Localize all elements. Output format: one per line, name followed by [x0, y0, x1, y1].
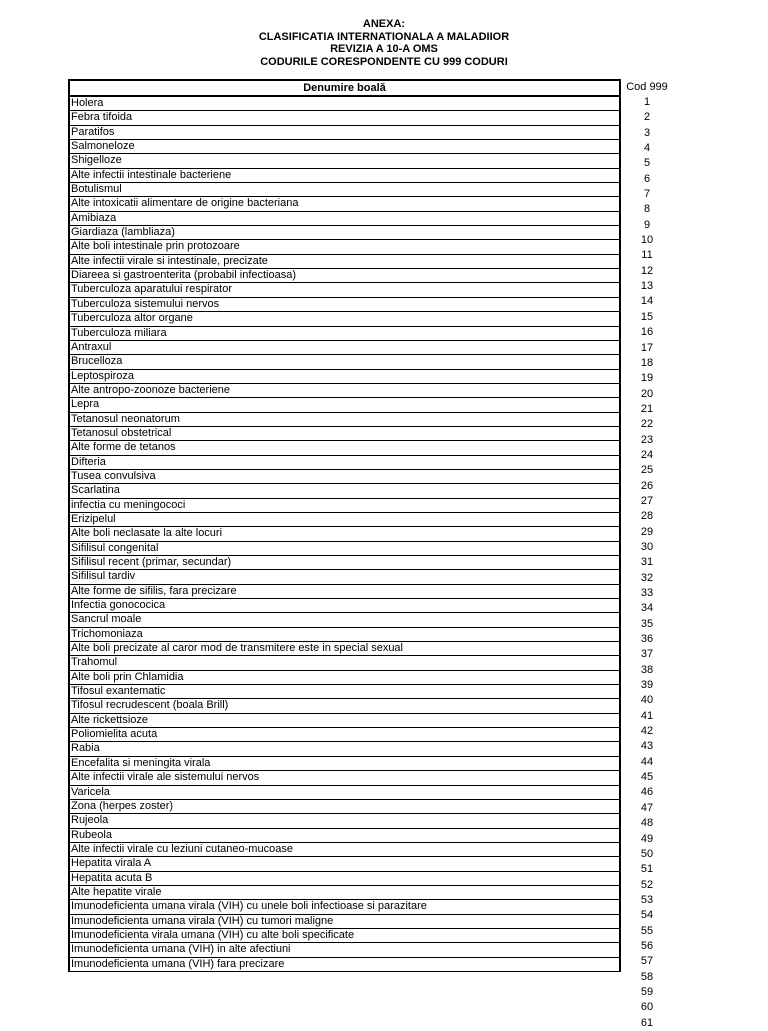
- table-row-code: 10: [640, 234, 654, 247]
- table-row-name: Alte boli precizate al caror mod de transmitere este in special sexual: [70, 642, 619, 656]
- table-row-code: 3: [643, 126, 651, 139]
- table-row-name: Encefalita si meningita virala: [70, 757, 619, 771]
- table-row-code: 17: [640, 341, 654, 354]
- table-row-code: 32: [640, 571, 654, 584]
- table-row-code: 34: [640, 602, 654, 615]
- table-row-name: Alte intoxicatii alimentare de origine bacteriana: [70, 197, 619, 211]
- table-row-name: Tuberculoza sistemului nervos: [70, 298, 619, 312]
- table-row-code: 18: [640, 356, 654, 369]
- table-row-code: 54: [640, 909, 654, 922]
- table-row-code: 27: [640, 494, 654, 507]
- table-row-code: 15: [640, 310, 654, 323]
- table-row-name: Giardiaza (lambliaza): [70, 226, 619, 240]
- table-row-name: Diareea si gastroenterita (probabil infectioasa): [70, 269, 619, 283]
- table-row-name: Alte hepatite virale: [70, 886, 619, 900]
- header-line-3: REVIZIA A 10-A OMS: [330, 43, 438, 56]
- table-row-name: Imunodeficienta umana (VIH) fara precizare: [70, 958, 619, 972]
- table-row-code: 43: [640, 740, 654, 753]
- table-row-code: 52: [640, 878, 654, 891]
- table-row-name: Poliomielita acuta: [70, 728, 619, 742]
- table-row-name: Alte infectii virale si intestinale, precizate: [70, 255, 619, 269]
- table-row-name: Trahomul: [70, 656, 619, 670]
- table-row-name: Brucelloza: [70, 355, 619, 369]
- table-row-code: 22: [640, 418, 654, 431]
- table-row-name: Leptospiroza: [70, 370, 619, 384]
- table-row-code: 4: [643, 142, 651, 155]
- table-row-code: 42: [640, 725, 654, 738]
- table-row-name: Alte boli neclasate la alte locuri: [70, 527, 619, 541]
- table-row-code: 28: [640, 510, 654, 523]
- table-row-code: 5: [643, 157, 651, 170]
- table-row-name: Tetanosul neonatorum: [70, 413, 619, 427]
- table-row-name: Alte boli prin Chlamidia: [70, 671, 619, 685]
- table-row-name: Rujeola: [70, 814, 619, 828]
- disease-table: [68, 79, 621, 972]
- table-row-name: Amibiaza: [70, 212, 619, 226]
- table-row-name: Imunodeficienta virala umana (VIH) cu alte boli specificate: [70, 929, 619, 943]
- table-row-code: 46: [640, 786, 654, 799]
- table-row-code: 58: [640, 970, 654, 983]
- table-row-name: Salmoneloze: [70, 140, 619, 154]
- table-row-name: Sifilisul recent (primar, secundar): [70, 556, 619, 570]
- table-row-name: Tusea convulsiva: [70, 470, 619, 484]
- table-row-name: Sifilisul congenital: [70, 542, 619, 556]
- table-row-name: Tifosul recrudescent (boala Brill): [70, 699, 619, 713]
- table-row-name: Tuberculoza altor organe: [70, 312, 619, 326]
- table-row-name: Imunodeficienta umana (VIH) in alte afectiuni: [70, 943, 619, 957]
- table-row-code: 47: [640, 801, 654, 814]
- table-row-name: Alte infectii intestinale bacteriene: [70, 169, 619, 183]
- table-row-code: 61: [640, 1016, 654, 1029]
- table-row-code: 49: [640, 832, 654, 845]
- table-row-code: 20: [640, 387, 654, 400]
- table-row-code: 48: [640, 817, 654, 830]
- header-line-2: CLASIFICATIA INTERNATIONALA A MALADIIOR: [258, 30, 510, 43]
- table-row-code: 16: [640, 326, 654, 339]
- table-row-name: Imunodeficienta umana virala (VIH) cu unele boli infectioase si parazitare: [70, 900, 619, 914]
- table-row-name: Difteria: [70, 456, 619, 470]
- table-row-code: 55: [640, 924, 654, 937]
- table-row-code: 53: [640, 893, 654, 906]
- table-row-name: Zona (herpes zoster): [70, 800, 619, 814]
- table-row-name: Alte antropo-zoonoze bacteriene: [70, 384, 619, 398]
- table-row-name: Tuberculoza aparatului respirator: [70, 283, 619, 297]
- table-row-code: 25: [640, 464, 654, 477]
- table-row-code: 24: [640, 448, 654, 461]
- table-row-name: Hepatita virala A: [70, 857, 619, 871]
- table-row-code: 30: [640, 540, 654, 553]
- table-row-code: 33: [640, 587, 654, 599]
- table-row-code: 31: [640, 556, 654, 569]
- table-row-code: 57: [640, 955, 654, 968]
- table-row-code: 59: [640, 985, 654, 998]
- table-row-code: 56: [640, 939, 654, 952]
- table-row-name: Paratifos: [70, 126, 619, 140]
- table-row-name: Scarlatina: [70, 484, 619, 498]
- table-row-name: Febra tifoida: [70, 111, 619, 125]
- table-row-code: 6: [643, 172, 651, 185]
- table-row-code: 51: [640, 863, 654, 876]
- table-row-code: 9: [643, 218, 651, 231]
- table-row-name: Varicela: [70, 786, 619, 800]
- table-row-name: Shigelloze: [70, 154, 619, 168]
- table-row-name: Rabia: [70, 742, 619, 756]
- table-row-code: 35: [640, 617, 654, 630]
- table-row-name: Alte forme de tetanos: [70, 441, 619, 455]
- document-header: [0, 18, 768, 68]
- table-row-code: 7: [643, 188, 651, 201]
- table-row-name: Tifosul exantematic: [70, 685, 619, 699]
- table-row-name: Alte rickettsioze: [70, 714, 619, 728]
- table-row-code: 19: [640, 372, 654, 385]
- column-header-name: Denumire boală: [70, 81, 619, 97]
- table-row-code: 44: [640, 755, 654, 768]
- table-row-code: 29: [640, 525, 654, 538]
- table-row-code: 45: [640, 771, 654, 784]
- table-row-code: 12: [640, 264, 654, 277]
- table-row-name: infectia cu meningococi: [70, 499, 619, 513]
- table-row-name: Sifilisul tardiv: [70, 570, 619, 584]
- table-row-name: Antraxul: [70, 341, 619, 355]
- table-row-code: 60: [640, 1001, 654, 1014]
- table-row-name: Hepatita acuta B: [70, 872, 619, 886]
- table-row-code: 26: [640, 479, 654, 492]
- table-row-name: Alte boli intestinale prin protozoare: [70, 240, 619, 254]
- table-row-name: Holera: [70, 97, 619, 111]
- column-header-code: Cod 999: [626, 81, 668, 93]
- table-row-code: 38: [640, 663, 654, 676]
- code-column: [617, 79, 677, 1031]
- table-row-code: 36: [640, 633, 654, 646]
- table-row-code: 50: [640, 847, 654, 860]
- table-row-code: 8: [643, 203, 651, 216]
- table-row-code: 21: [640, 402, 654, 415]
- table-row-code: 40: [640, 694, 654, 707]
- table-row-name: Alte forme de sifilis, fara precizare: [70, 585, 619, 599]
- table-row-name: Imunodeficienta umana virala (VIH) cu tumori maligne: [70, 915, 619, 929]
- table-row-code: 13: [640, 280, 654, 293]
- table-row-code: 11: [641, 249, 653, 262]
- table-row-code: 41: [640, 709, 654, 722]
- table-row-name: Infectia gonococica: [70, 599, 619, 613]
- table-row-name: Alte infectii virale ale sistemului nervos: [70, 771, 619, 785]
- table-row-code: 1: [643, 96, 651, 108]
- table-row-code: 14: [640, 295, 654, 308]
- table-row-name: Tuberculoza miliara: [70, 327, 619, 341]
- table-row-name: Lepra: [70, 398, 619, 412]
- table-row-name: Trichomoniaza: [70, 628, 619, 642]
- table-row-name: Erizipelul: [70, 513, 619, 527]
- table-row-code: 37: [640, 648, 654, 661]
- table-row-name: Rubeola: [70, 829, 619, 843]
- header-line-1: ANEXA:: [362, 18, 406, 30]
- table-row-code: 2: [643, 111, 651, 124]
- table-row-name: Sancrul moale: [70, 613, 619, 627]
- table-row-name: Botulismul: [70, 183, 619, 197]
- header-line-4: CODURILE CORESPONDENTE CU 999 CODURI: [260, 55, 508, 68]
- table-row-code: 23: [640, 433, 654, 446]
- table-row-name: Alte infectii virale cu leziuni cutaneo-mucoase: [70, 843, 619, 857]
- table-row-code: 39: [640, 679, 654, 692]
- table-row-name: Tetanosul obstetrical: [70, 427, 619, 441]
